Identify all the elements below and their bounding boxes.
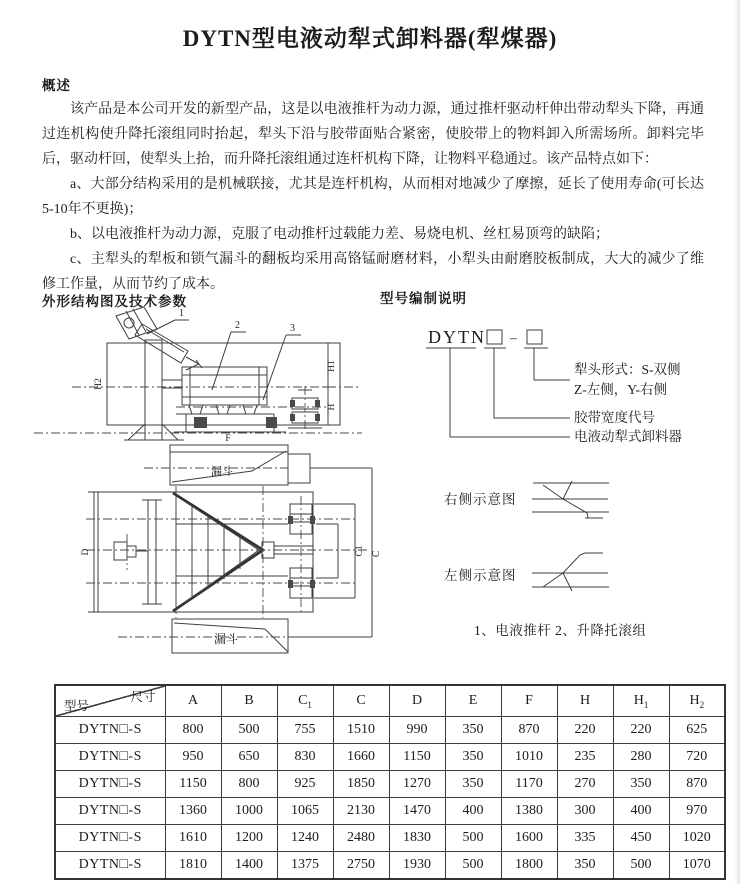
table-cell: 950 (165, 744, 221, 771)
col-header-d: D (389, 685, 445, 717)
table-cell: 1200 (221, 825, 277, 852)
table-cell: 350 (613, 771, 669, 798)
table-cell: 500 (613, 852, 669, 880)
table-cell: 625 (669, 717, 725, 744)
table-cell: 2750 (333, 852, 389, 880)
col-header-a: A (165, 685, 221, 717)
table-cell: 1470 (389, 798, 445, 825)
table-cell: 650 (221, 744, 277, 771)
overview-heading: 概述 (42, 78, 71, 93)
table-cell: 800 (165, 717, 221, 744)
table-cell: 2480 (333, 825, 389, 852)
table-cell: 720 (669, 744, 725, 771)
table-row (55, 717, 725, 744)
table-cell: 350 (445, 717, 501, 744)
table-cell: 280 (613, 744, 669, 771)
table-cell: 1150 (389, 744, 445, 771)
table-cell: 1810 (165, 852, 221, 880)
table-cell: 1600 (501, 825, 557, 852)
table-cell: 1360 (165, 798, 221, 825)
part-label-2: 2 (235, 320, 240, 331)
table-cell: 1065 (277, 798, 333, 825)
table-cell: 1400 (221, 852, 277, 880)
table-cell: 800 (221, 771, 277, 798)
table-cell: 970 (669, 798, 725, 825)
table-cell: 500 (445, 825, 501, 852)
legend-device-name: 电液动犁式卸料器 (574, 429, 682, 444)
table-cell: 450 (613, 825, 669, 852)
right-side-schematic (524, 472, 624, 527)
table-cell: 1380 (501, 798, 557, 825)
table-cell: 1150 (165, 771, 221, 798)
table-cell: 1000 (221, 798, 277, 825)
paragraph-intro: 该产品是本公司开发的新型产品，这是以电液推杆为动力源，通过推杆驱动杆伸出带动犁头下降，再通过连机构使升降托滚组同时抬起，犁头下沿与胶带面贴合紧密，使胶带上的物料卸入所需场所。卸料完毕后，驱动杆回，使犁头上抬，而升降托滚组通过连杆机构下降，让物料平稳通过。该产品特点如下： (42, 102, 704, 167)
table-cell: 400 (445, 798, 501, 825)
table-cell: 1610 (165, 825, 221, 852)
table-cell: 235 (557, 744, 613, 771)
outline-structure-drawing (26, 302, 394, 674)
hopper-label-mid: 漏斗 (211, 466, 233, 478)
table-row (55, 798, 725, 825)
table-cell: 1070 (669, 852, 725, 880)
dimensions-table (54, 684, 726, 880)
col-header-h2: $H_2$ (669, 685, 725, 717)
table-row (55, 744, 725, 771)
table-cell: 990 (389, 717, 445, 744)
dim-label-h1: H1 (327, 360, 337, 372)
model-cell: DYTN□-S (55, 825, 165, 852)
table-cell: 755 (277, 717, 333, 744)
table-cell: 1240 (277, 825, 333, 852)
table-cell: 335 (557, 825, 613, 852)
corner-label-size: 尺寸 (130, 690, 156, 704)
table-cell: 350 (445, 771, 501, 798)
table-cell: 1010 (501, 744, 557, 771)
model-numbering-diagram (404, 322, 724, 462)
table-corner-cell (55, 685, 165, 717)
page-title: DYTN型电液动犁式卸料器(犁煤器) (182, 26, 558, 51)
legend-belt-width-code: 胶带宽度代号 (574, 410, 655, 425)
right-side-schematic-label: 右侧示意图 (444, 492, 517, 507)
table-cell: 1850 (333, 771, 389, 798)
table-cell: 400 (613, 798, 669, 825)
dim-label-h: H (327, 403, 337, 411)
table-cell: 220 (557, 717, 613, 744)
table-cell: 1170 (501, 771, 557, 798)
col-header-c1: $C_1$ (277, 685, 333, 717)
dim-label-c1: C1 (355, 545, 365, 557)
table-cell: 500 (445, 852, 501, 880)
model-cell: DYTN□-S (55, 771, 165, 798)
table-cell: 2130 (333, 798, 389, 825)
paragraph-b: b、以电液推杆为动力源，克服了电动推杆过载能力差、易烧电机、丝杠易顶弯的缺陷； (70, 227, 609, 242)
legend-plow-type-line1: 犁头形式：S-双侧 (574, 362, 681, 377)
table-row (55, 771, 725, 798)
part-label-1: 1 (179, 308, 184, 319)
model-prefix: DYTN (428, 327, 486, 347)
table-cell: 1660 (333, 744, 389, 771)
table-cell: 350 (445, 744, 501, 771)
table-cell: 220 (613, 717, 669, 744)
dim-label-h2: H2 (94, 378, 104, 390)
model-cell: DYTN□-S (55, 744, 165, 771)
table-cell: 830 (277, 744, 333, 771)
table-cell: 1800 (501, 852, 557, 880)
table-cell: 1510 (333, 717, 389, 744)
paragraph-c: c、主犁头的犁板和锁气漏斗的翻板均采用高铬锰耐磨材料，小犁头由耐磨胶板制成，大大的减少了维修工作量，从而节约了成本。 (42, 252, 704, 292)
left-side-schematic (524, 545, 624, 597)
col-header-f: F (501, 685, 557, 717)
table-cell: 1375 (277, 852, 333, 880)
model-cell: DYTN□-S (55, 798, 165, 825)
table-row (55, 852, 725, 880)
col-header-c: C (333, 685, 389, 717)
corner-label-model: 型号 (64, 699, 90, 713)
hopper-label-bottom: 漏斗 (213, 632, 239, 646)
table-cell: 300 (557, 798, 613, 825)
model-cell: DYTN□-S (55, 852, 165, 880)
table-row (55, 825, 725, 852)
dim-label-c: C (372, 550, 382, 558)
table-cell: 1830 (389, 825, 445, 852)
table-cell: 350 (557, 852, 613, 880)
figure-heading: 外形结构图及技术参数 (42, 294, 187, 309)
table-cell: 870 (669, 771, 725, 798)
model-dash: – (510, 330, 517, 345)
table-cell: 1020 (669, 825, 725, 852)
table-cell: 1270 (389, 771, 445, 798)
paragraph-a: a、大部分结构采用的是机械联接，尤其是连杆机构，从而相对地减少了摩擦，延长了使用寿命(可长达5-10年不更换)； (42, 177, 704, 217)
part-label-3: 3 (290, 323, 295, 334)
table-cell: 270 (557, 771, 613, 798)
table-cell: 870 (501, 717, 557, 744)
left-side-schematic-label: 左侧示意图 (444, 568, 517, 583)
model-legend-heading: 型号编制说明 (380, 291, 467, 306)
legend-plow-type-line2: Z-左侧，Y-右侧 (574, 382, 667, 397)
dim-label-d: D (81, 548, 91, 556)
col-header-h1: $H_1$ (613, 685, 669, 717)
table-header-row (55, 685, 725, 717)
col-header-b: B (221, 685, 277, 717)
overview-paragraphs (42, 97, 704, 297)
figure-caption: 1、电液推杆 2、升降托滚组 (474, 623, 647, 638)
dim-label-f: F (225, 434, 231, 444)
model-cell: DYTN□-S (55, 717, 165, 744)
table-cell: 500 (221, 717, 277, 744)
table-cell: 1930 (389, 852, 445, 880)
col-header-h: H (557, 685, 613, 717)
table-cell: 925 (277, 771, 333, 798)
col-header-e: E (445, 685, 501, 717)
